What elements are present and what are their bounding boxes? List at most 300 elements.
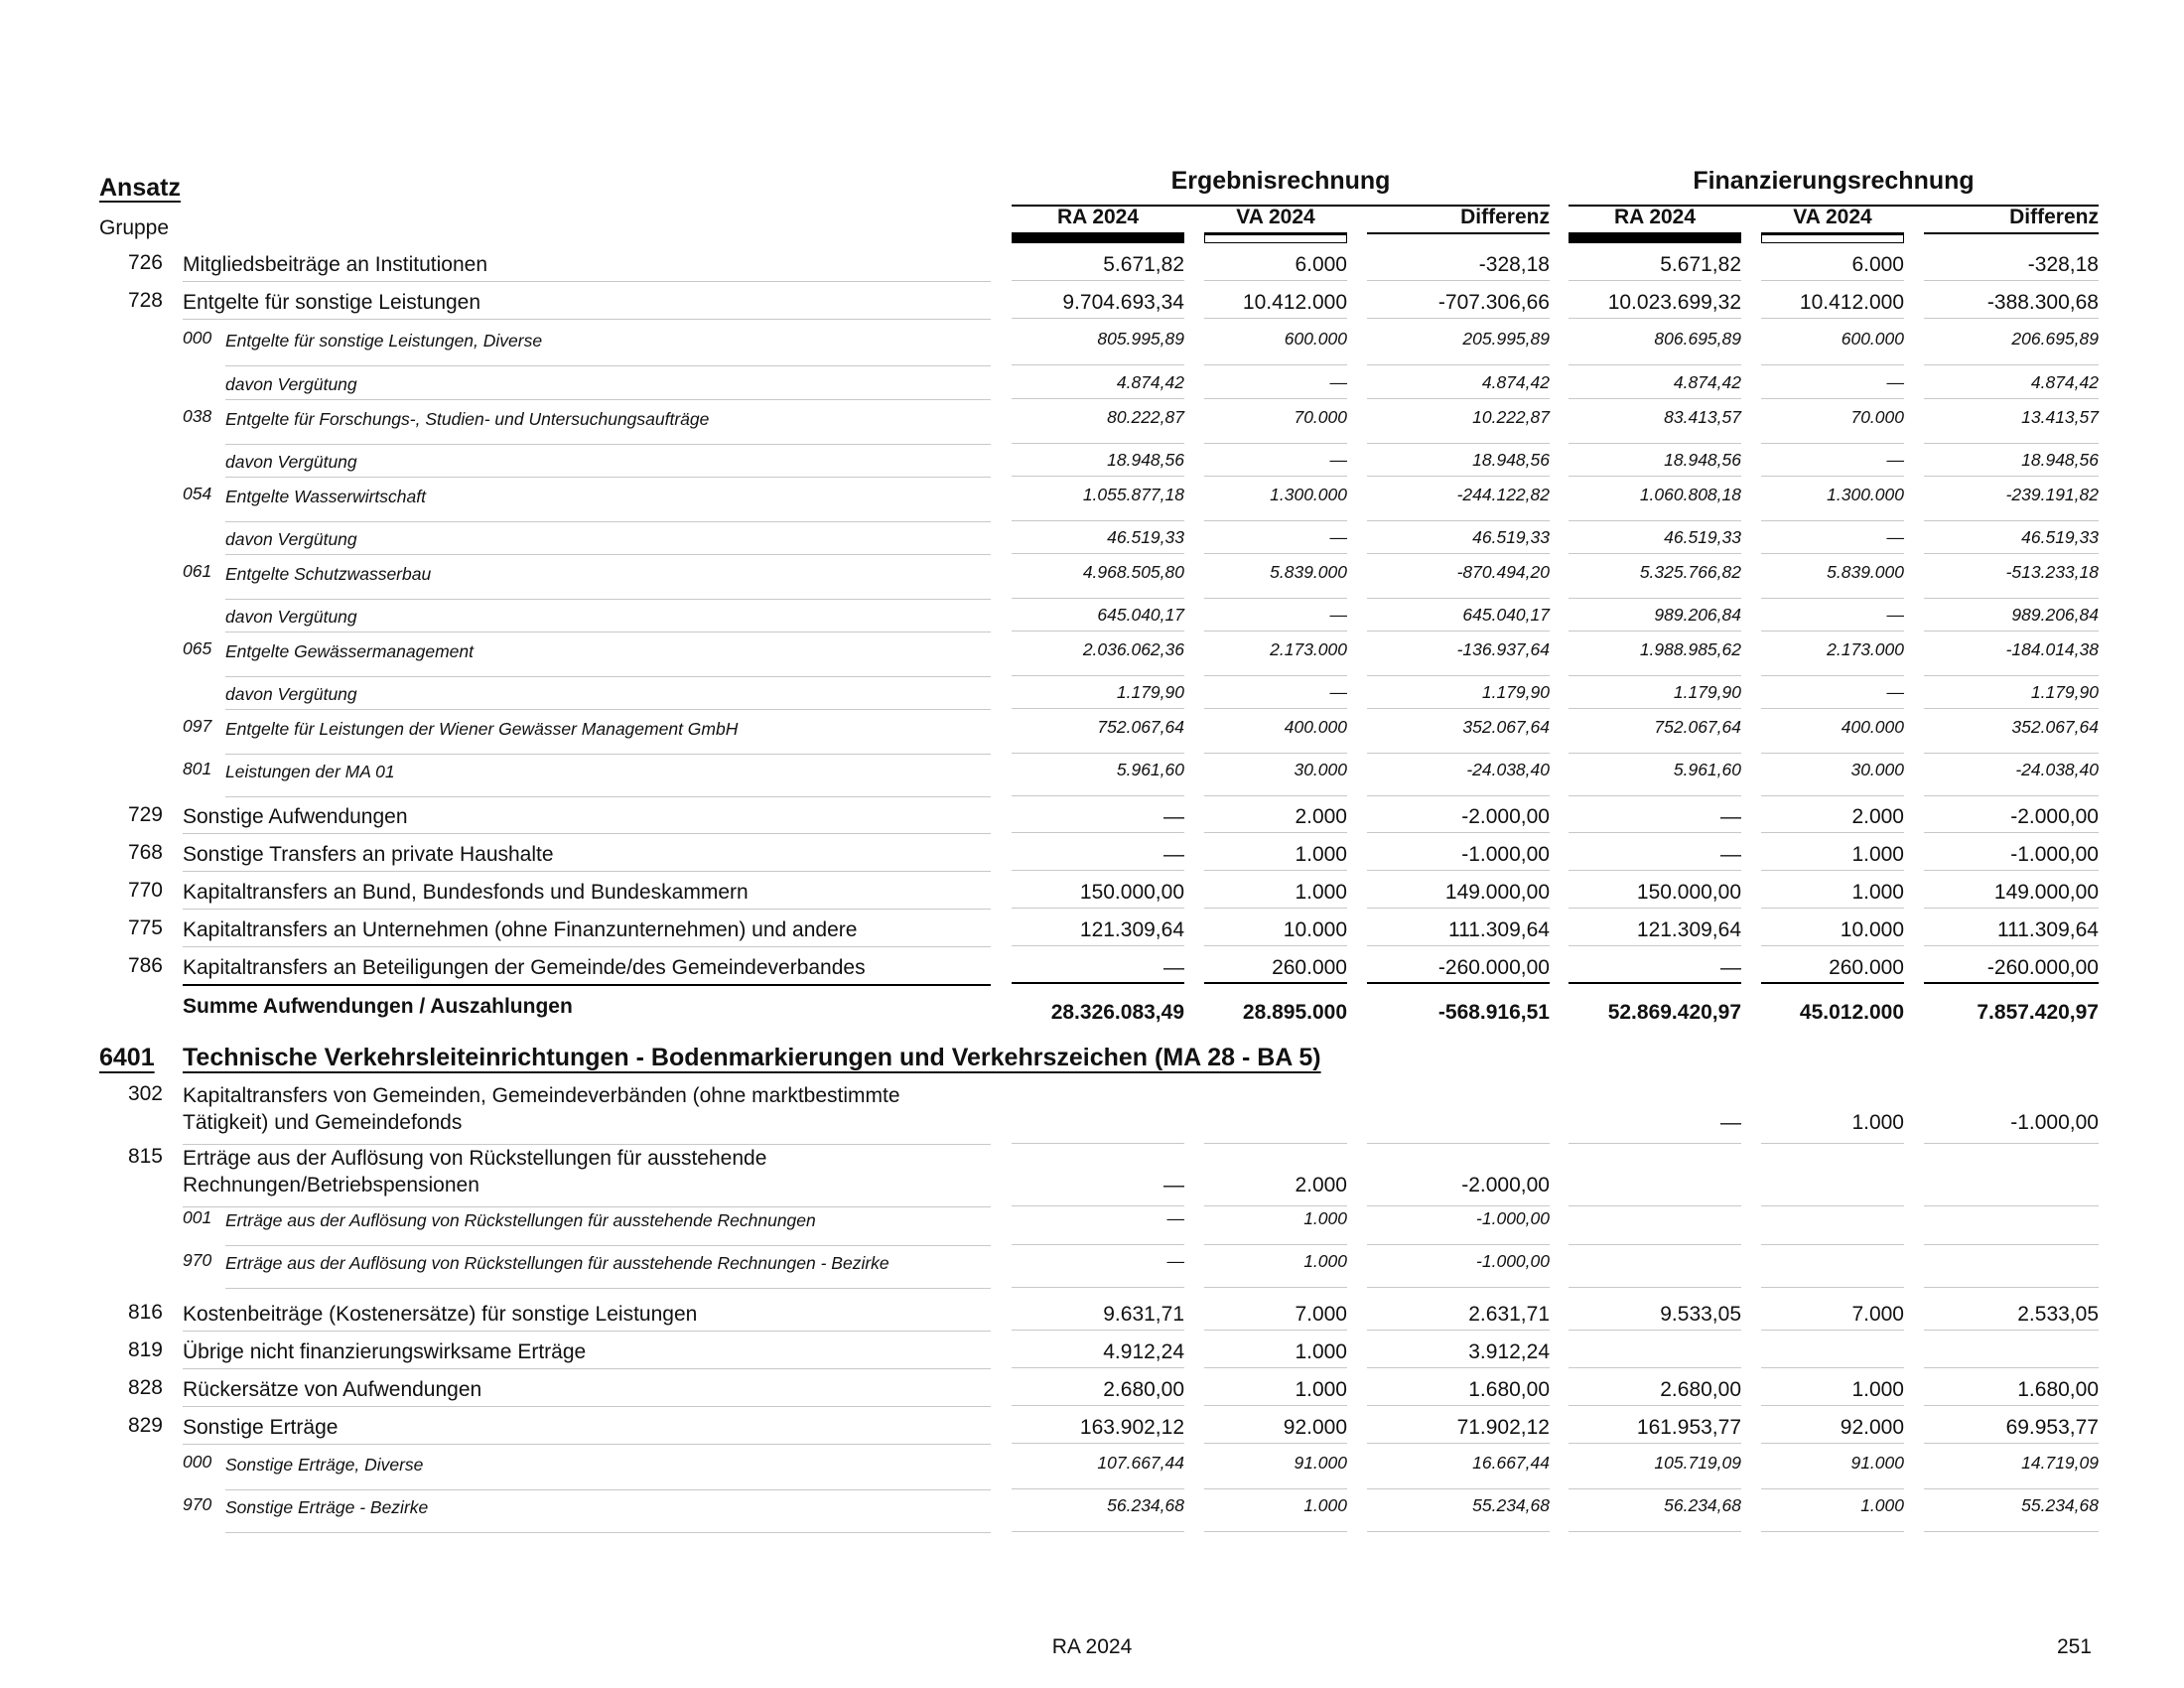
cell-va-finanz: 2.173.000 bbox=[1761, 638, 1904, 676]
header-gruppe: Gruppe bbox=[99, 216, 170, 239]
row-label-line: Kapitaltransfers an Unternehmen (ohne Finanzunternehmen) und andere bbox=[183, 918, 858, 941]
cell-diff-ergebnis: -2.000,00 bbox=[1367, 1172, 1550, 1206]
row-label bbox=[183, 993, 573, 1020]
cell-diff-finanz: 352.067,64 bbox=[1924, 716, 2099, 754]
cell-ra-ergebnis: 80.222,87 bbox=[1012, 406, 1184, 444]
cell-va-finanz bbox=[1761, 1250, 1904, 1288]
row-code: 065 bbox=[183, 638, 212, 658]
row-label bbox=[225, 526, 357, 553]
cell-va-ergebnis: 1.000 bbox=[1204, 1494, 1347, 1532]
cell-va-ergebnis: 1.300.000 bbox=[1204, 484, 1347, 521]
row-label-line: Entgelte für Leistungen der Wiener Gewässer Management GmbH bbox=[225, 719, 739, 739]
row-divider bbox=[183, 281, 991, 282]
row-divider bbox=[183, 1368, 991, 1369]
row-code: 000 bbox=[183, 328, 212, 348]
cell-ra-finanz: 83.413,57 bbox=[1569, 406, 1741, 444]
cell-diff-finanz: 13.413,57 bbox=[1924, 406, 2099, 444]
cell-va-finanz: 70.000 bbox=[1761, 406, 1904, 444]
cell-ra-finanz: 18.948,56 bbox=[1569, 449, 1741, 477]
row-label-line: Kapitaltransfers von Gemeinden, Gemeindeverbänden (ohne marktbestimmte bbox=[183, 1084, 900, 1107]
cell-ra-ergebnis: 163.902,12 bbox=[1012, 1414, 1184, 1444]
row-label bbox=[225, 561, 431, 588]
col-header-va-finanz: VA 2024 bbox=[1761, 206, 1904, 234]
cell-diff-finanz: -24.038,40 bbox=[1924, 759, 2099, 796]
cell-ra-ergebnis: 5.961,60 bbox=[1012, 759, 1184, 796]
header-finanzierungsrechnung: Finanzierungsrechnung bbox=[1569, 167, 2099, 207]
row-label bbox=[183, 251, 487, 278]
cell-diff-finanz: 55.234,68 bbox=[1924, 1494, 2099, 1532]
cell-ra-finanz: 989.206,84 bbox=[1569, 604, 1741, 632]
cell-ra-finanz: — bbox=[1569, 803, 1741, 833]
cell-va-finanz bbox=[1761, 1338, 1904, 1368]
cell-ra-ergebnis: 1.055.877,18 bbox=[1012, 484, 1184, 521]
row-label bbox=[225, 759, 395, 785]
row-label-line: davon Vergütung bbox=[225, 684, 357, 704]
cell-diff-finanz bbox=[1924, 1338, 2099, 1368]
cell-ra-ergebnis: 150.000,00 bbox=[1012, 879, 1184, 909]
row-divider bbox=[225, 1288, 991, 1289]
cell-va-finanz: 400.000 bbox=[1761, 716, 1904, 754]
cell-ra-finanz: 4.874,42 bbox=[1569, 371, 1741, 399]
cell-diff-finanz: -388.300,68 bbox=[1924, 289, 2099, 319]
cell-diff-finanz: -1.000,00 bbox=[1924, 841, 2099, 871]
cell-va-finanz: 6.000 bbox=[1761, 251, 1904, 281]
cell-ra-ergebnis bbox=[1012, 1109, 1184, 1144]
cell-diff-ergebnis: 149.000,00 bbox=[1367, 879, 1550, 909]
cell-va-finanz: — bbox=[1761, 449, 1904, 477]
cell-ra-finanz bbox=[1569, 1338, 1741, 1368]
row-label bbox=[183, 1414, 338, 1441]
cell-va-finanz: 2.000 bbox=[1761, 803, 1904, 833]
cell-ra-ergebnis: — bbox=[1012, 954, 1184, 984]
cell-ra-finanz: 52.869.420,97 bbox=[1607, 1001, 1741, 1024]
cell-ra-finanz: 121.309,64 bbox=[1569, 916, 1741, 946]
row-divider bbox=[225, 365, 991, 366]
row-label bbox=[183, 1338, 586, 1365]
cell-va-finanz: — bbox=[1761, 371, 1904, 399]
cell-ra-finanz: 46.519,33 bbox=[1569, 526, 1741, 554]
row-label bbox=[183, 954, 866, 981]
row-code: 970 bbox=[183, 1494, 212, 1514]
row-code: 728 bbox=[127, 289, 163, 312]
row-label-line: Erträge aus der Auflösung von Rückstellungen für ausstehende Rechnungen - Bezirke bbox=[225, 1253, 889, 1273]
row-label bbox=[225, 604, 357, 631]
cell-ra-finanz: 752.067,64 bbox=[1569, 716, 1741, 754]
row-divider bbox=[225, 1489, 991, 1490]
cell-va-ergebnis: 10.412.000 bbox=[1204, 289, 1347, 319]
cell-ra-ergebnis: — bbox=[1012, 841, 1184, 871]
row-code: 097 bbox=[183, 716, 212, 736]
cell-va-finanz: 1.000 bbox=[1761, 1376, 1904, 1406]
cell-diff-finanz bbox=[1924, 1172, 2099, 1206]
row-divider bbox=[183, 833, 991, 834]
cell-va-finanz: 45.012.000 bbox=[1799, 1001, 1904, 1024]
row-label-line: Kapitaltransfers an Bund, Bundesfonds und Bundeskammern bbox=[183, 881, 749, 904]
cell-diff-ergebnis: -136.937,64 bbox=[1367, 638, 1550, 676]
cell-va-ergebnis: 5.839.000 bbox=[1204, 561, 1347, 599]
cell-va-finanz: 5.839.000 bbox=[1761, 561, 1904, 599]
row-label-line: Sonstige Transfers an private Haushalte bbox=[183, 843, 554, 866]
row-code: 729 bbox=[127, 803, 163, 826]
row-divider bbox=[225, 554, 991, 555]
cell-va-ergebnis: 1.000 bbox=[1204, 1376, 1347, 1406]
cell-va-finanz: 7.000 bbox=[1761, 1301, 1904, 1331]
row-label-line: davon Vergütung bbox=[225, 452, 357, 472]
va-column-marker bbox=[1761, 234, 1904, 243]
cell-diff-finanz: 1.179,90 bbox=[1924, 681, 2099, 709]
row-divider bbox=[183, 1406, 991, 1407]
cell-ra-finanz: 105.719,09 bbox=[1569, 1452, 1741, 1489]
cell-ra-finanz: 161.953,77 bbox=[1569, 1414, 1741, 1444]
row-label bbox=[225, 406, 709, 433]
section-code: 6401 bbox=[99, 1044, 155, 1071]
cell-va-ergebnis: — bbox=[1204, 604, 1347, 632]
cell-va-finanz: 1.000 bbox=[1761, 841, 1904, 871]
row-label-line: Sonstige Erträge, Diverse bbox=[225, 1455, 424, 1475]
row-label bbox=[225, 1207, 816, 1234]
cell-diff-finanz: -260.000,00 bbox=[1924, 954, 2099, 984]
row-label-line: Entgelte Gewässermanagement bbox=[225, 641, 474, 661]
cell-va-finanz: 1.300.000 bbox=[1761, 484, 1904, 521]
cell-ra-ergebnis: 752.067,64 bbox=[1012, 716, 1184, 754]
cell-va-ergebnis: 2.173.000 bbox=[1204, 638, 1347, 676]
row-label bbox=[225, 484, 426, 510]
cell-diff-ergebnis: 4.874,42 bbox=[1367, 371, 1550, 399]
row-label-line: Erträge aus der Auflösung von Rückstellungen für ausstehende bbox=[183, 1147, 767, 1170]
cell-ra-ergebnis: 9.631,71 bbox=[1012, 1301, 1184, 1331]
cell-diff-finanz: 46.519,33 bbox=[1924, 526, 2099, 554]
cell-va-ergebnis: 1.000 bbox=[1204, 1250, 1347, 1288]
cell-va-ergebnis: 1.000 bbox=[1204, 1338, 1347, 1368]
cell-va-ergebnis: — bbox=[1204, 371, 1347, 399]
cell-diff-ergebnis: -1.000,00 bbox=[1367, 1207, 1550, 1245]
row-label bbox=[225, 716, 738, 743]
ra-column-marker bbox=[1012, 234, 1184, 243]
cell-ra-finanz: 9.533,05 bbox=[1569, 1301, 1741, 1331]
row-code: 001 bbox=[183, 1207, 212, 1227]
page-number: 251 bbox=[2056, 1635, 2092, 1658]
row-label bbox=[225, 638, 474, 665]
cell-ra-finanz: 150.000,00 bbox=[1569, 879, 1741, 909]
row-label bbox=[183, 1082, 900, 1136]
row-label bbox=[225, 371, 357, 398]
cell-va-ergebnis: 1.000 bbox=[1204, 1207, 1347, 1245]
cell-va-ergebnis: 400.000 bbox=[1204, 716, 1347, 754]
cell-va-ergebnis bbox=[1204, 1109, 1347, 1144]
cell-diff-ergebnis: -870.494,20 bbox=[1367, 561, 1550, 599]
col-header-va-ergebnis: VA 2024 bbox=[1204, 206, 1347, 234]
row-divider bbox=[225, 599, 991, 600]
cell-ra-ergebnis: 4.968.505,80 bbox=[1012, 561, 1184, 599]
row-divider bbox=[183, 319, 991, 320]
cell-va-ergebnis: 91.000 bbox=[1204, 1452, 1347, 1489]
cell-va-ergebnis: 1.000 bbox=[1204, 879, 1347, 909]
row-divider bbox=[225, 754, 991, 755]
row-label bbox=[183, 803, 408, 830]
cell-diff-ergebnis: -707.306,66 bbox=[1367, 289, 1550, 319]
row-divider bbox=[225, 1245, 991, 1246]
row-code: 775 bbox=[127, 916, 163, 939]
cell-diff-ergebnis: 55.234,68 bbox=[1367, 1494, 1550, 1532]
cell-va-finanz: — bbox=[1761, 681, 1904, 709]
cell-ra-finanz bbox=[1569, 1172, 1741, 1206]
cell-ra-finanz: — bbox=[1569, 954, 1741, 984]
cell-ra-finanz: 1.179,90 bbox=[1569, 681, 1741, 709]
row-divider bbox=[183, 946, 991, 947]
cell-diff-finanz: 18.948,56 bbox=[1924, 449, 2099, 477]
cell-diff-ergebnis bbox=[1367, 1109, 1550, 1144]
cell-diff-finanz: 4.874,42 bbox=[1924, 371, 2099, 399]
cell-va-ergebnis: — bbox=[1204, 526, 1347, 554]
cell-va-finanz: 260.000 bbox=[1761, 954, 1904, 984]
cell-va-ergebnis: 600.000 bbox=[1204, 328, 1347, 365]
cell-diff-ergebnis: 10.222,87 bbox=[1367, 406, 1550, 444]
cell-ra-ergebnis: 46.519,33 bbox=[1012, 526, 1184, 554]
row-label bbox=[225, 1250, 889, 1277]
row-label bbox=[183, 1301, 697, 1328]
row-label-line: Entgelte Schutzwasserbau bbox=[225, 564, 432, 584]
row-divider bbox=[225, 1532, 991, 1533]
cell-diff-ergebnis: 1.680,00 bbox=[1367, 1376, 1550, 1406]
cell-va-ergebnis: 6.000 bbox=[1204, 251, 1347, 281]
cell-va-finanz: 10.412.000 bbox=[1761, 289, 1904, 319]
cell-ra-finanz: 2.680,00 bbox=[1569, 1376, 1741, 1406]
cell-ra-ergebnis: 28.326.083,49 bbox=[1050, 1001, 1184, 1024]
row-label-line: Summe Aufwendungen / Auszahlungen bbox=[183, 995, 573, 1018]
row-divider bbox=[183, 984, 991, 986]
cell-diff-finanz: 7.857.420,97 bbox=[1977, 1001, 2099, 1024]
row-code: 054 bbox=[183, 484, 212, 503]
cell-diff-ergebnis: 352.067,64 bbox=[1367, 716, 1550, 754]
cell-va-ergebnis: 30.000 bbox=[1204, 759, 1347, 796]
cell-diff-ergebnis: 205.995,89 bbox=[1367, 328, 1550, 365]
va-column-marker bbox=[1204, 234, 1347, 243]
cell-diff-ergebnis: -244.122,82 bbox=[1367, 484, 1550, 521]
cell-ra-ergebnis: 4.912,24 bbox=[1012, 1338, 1184, 1368]
cell-diff-ergebnis: 3.912,24 bbox=[1367, 1338, 1550, 1368]
row-label bbox=[225, 328, 542, 354]
cell-va-ergebnis: — bbox=[1204, 681, 1347, 709]
row-code: 801 bbox=[183, 759, 212, 778]
cell-diff-finanz: -239.191,82 bbox=[1924, 484, 2099, 521]
cell-diff-ergebnis: -2.000,00 bbox=[1367, 803, 1550, 833]
header-ergebnisrechnung: Ergebnisrechnung bbox=[1012, 167, 1550, 207]
row-label-line: Mitgliedsbeiträge an Institutionen bbox=[183, 253, 488, 276]
cell-diff-finanz: 2.533,05 bbox=[1924, 1301, 2099, 1331]
cell-diff-ergebnis: -260.000,00 bbox=[1367, 954, 1550, 984]
cell-diff-finanz bbox=[1924, 1250, 2099, 1288]
row-label-line: Tätigkeit) und Gemeindefonds bbox=[183, 1111, 463, 1134]
cell-diff-finanz bbox=[1924, 1207, 2099, 1245]
cell-va-finanz: 1.000 bbox=[1761, 1494, 1904, 1532]
cell-ra-ergebnis: 2.680,00 bbox=[1012, 1376, 1184, 1406]
cell-diff-finanz: -2.000,00 bbox=[1924, 803, 2099, 833]
cell-va-ergebnis: 70.000 bbox=[1204, 406, 1347, 444]
cell-ra-ergebnis: 4.874,42 bbox=[1012, 371, 1184, 399]
cell-va-ergebnis: — bbox=[1204, 449, 1347, 477]
row-label-line: Sonstige Erträge bbox=[183, 1416, 339, 1439]
cell-ra-ergebnis: 2.036.062,36 bbox=[1012, 638, 1184, 676]
row-label bbox=[183, 289, 480, 316]
cell-ra-finanz: 1.060.808,18 bbox=[1569, 484, 1741, 521]
cell-va-finanz: 91.000 bbox=[1761, 1452, 1904, 1489]
cell-diff-ergebnis: 111.309,64 bbox=[1367, 916, 1550, 946]
cell-ra-ergebnis: — bbox=[1012, 1172, 1184, 1206]
cell-ra-finanz: 10.023.699,32 bbox=[1569, 289, 1741, 319]
cell-ra-ergebnis: 1.179,90 bbox=[1012, 681, 1184, 709]
col-header-diff-finanz: Differenz bbox=[1924, 206, 2099, 234]
row-label bbox=[183, 1376, 481, 1403]
cell-ra-finanz: — bbox=[1569, 1109, 1741, 1144]
cell-diff-ergebnis: -328,18 bbox=[1367, 251, 1550, 281]
cell-ra-finanz bbox=[1569, 1250, 1741, 1288]
row-code: 829 bbox=[127, 1414, 163, 1437]
section-title: Technische Verkehrsleiteinrichtungen - Bodenmarkierungen und Verkehrszeichen (MA 28 - BA 5) bbox=[183, 1044, 1321, 1071]
row-code: 302 bbox=[127, 1082, 163, 1105]
cell-ra-ergebnis: — bbox=[1012, 1250, 1184, 1288]
cell-diff-ergebnis: 645.040,17 bbox=[1367, 604, 1550, 632]
row-code: 819 bbox=[127, 1338, 163, 1361]
row-label-line: Rechnungen/Betriebspensionen bbox=[183, 1174, 479, 1196]
cell-va-ergebnis: 2.000 bbox=[1204, 803, 1347, 833]
cell-va-finanz: 10.000 bbox=[1761, 916, 1904, 946]
cell-diff-ergebnis: 18.948,56 bbox=[1367, 449, 1550, 477]
row-label bbox=[225, 449, 357, 476]
cell-diff-finanz: 989.206,84 bbox=[1924, 604, 2099, 632]
cell-va-finanz: 600.000 bbox=[1761, 328, 1904, 365]
cell-diff-ergebnis: -1.000,00 bbox=[1367, 1250, 1550, 1288]
cell-ra-ergebnis: 805.995,89 bbox=[1012, 328, 1184, 365]
cell-diff-ergebnis: -24.038,40 bbox=[1367, 759, 1550, 796]
cell-diff-ergebnis: -1.000,00 bbox=[1367, 841, 1550, 871]
row-label-line: Sonstige Aufwendungen bbox=[183, 805, 408, 828]
row-divider bbox=[225, 709, 991, 710]
row-divider bbox=[183, 909, 991, 910]
cell-ra-ergebnis: 121.309,64 bbox=[1012, 916, 1184, 946]
col-header-ra-ergebnis: RA 2024 bbox=[1012, 206, 1184, 234]
row-label-line: Kapitaltransfers an Beteiligungen der Gemeinde/des Gemeindeverbandes bbox=[183, 956, 866, 979]
cell-ra-ergebnis: — bbox=[1012, 803, 1184, 833]
cell-va-finanz: — bbox=[1761, 604, 1904, 632]
cell-diff-finanz: -184.014,38 bbox=[1924, 638, 2099, 676]
row-label-line: Entgelte Wasserwirtschaft bbox=[225, 487, 426, 506]
row-code: 970 bbox=[183, 1250, 212, 1270]
row-label-line: Erträge aus der Auflösung von Rückstellungen für ausstehende Rechnungen bbox=[225, 1210, 816, 1230]
row-label-line: Entgelte für sonstige Leistungen, Diverse bbox=[225, 331, 543, 351]
cell-diff-finanz: 69.953,77 bbox=[1924, 1414, 2099, 1444]
cell-diff-finanz: 1.680,00 bbox=[1924, 1376, 2099, 1406]
cell-diff-finanz: -1.000,00 bbox=[1924, 1109, 2099, 1144]
col-header-ra-finanz: RA 2024 bbox=[1569, 206, 1741, 234]
cell-ra-finanz: 5.961,60 bbox=[1569, 759, 1741, 796]
cell-diff-ergebnis: -568.916,51 bbox=[1437, 1001, 1550, 1024]
row-label bbox=[183, 841, 554, 868]
cell-va-ergebnis: 92.000 bbox=[1204, 1414, 1347, 1444]
row-code: 768 bbox=[127, 841, 163, 864]
row-divider bbox=[225, 632, 991, 633]
cell-va-finanz bbox=[1761, 1172, 1904, 1206]
cell-va-finanz: 1.000 bbox=[1761, 1109, 1904, 1144]
row-divider bbox=[183, 1444, 991, 1445]
row-label-line: Sonstige Erträge - Bezirke bbox=[225, 1497, 429, 1517]
cell-diff-finanz: 149.000,00 bbox=[1924, 879, 2099, 909]
cell-diff-ergebnis: 71.902,12 bbox=[1367, 1414, 1550, 1444]
cell-ra-ergebnis: 9.704.693,34 bbox=[1012, 289, 1184, 319]
cell-diff-finanz: 14.719,09 bbox=[1924, 1452, 2099, 1489]
cell-ra-finanz bbox=[1569, 1207, 1741, 1245]
row-code: 038 bbox=[183, 406, 212, 426]
cell-ra-finanz: 806.695,89 bbox=[1569, 328, 1741, 365]
row-label bbox=[183, 1145, 766, 1198]
row-divider bbox=[225, 399, 991, 400]
row-label bbox=[225, 1452, 423, 1478]
row-code: 061 bbox=[183, 561, 212, 581]
row-divider bbox=[183, 1331, 991, 1332]
row-label bbox=[225, 681, 357, 708]
cell-va-finanz: 92.000 bbox=[1761, 1414, 1904, 1444]
cell-ra-ergebnis: 645.040,17 bbox=[1012, 604, 1184, 632]
cell-va-finanz bbox=[1761, 1207, 1904, 1245]
cell-diff-finanz: -328,18 bbox=[1924, 251, 2099, 281]
col-header-diff-ergebnis: Differenz bbox=[1367, 206, 1550, 234]
cell-diff-finanz: 206.695,89 bbox=[1924, 328, 2099, 365]
cell-va-finanz: — bbox=[1761, 526, 1904, 554]
row-code: 770 bbox=[127, 879, 163, 902]
cell-diff-ergebnis: 1.179,90 bbox=[1367, 681, 1550, 709]
row-label-line: Entgelte für sonstige Leistungen bbox=[183, 291, 481, 314]
cell-ra-finanz: 56.234,68 bbox=[1569, 1494, 1741, 1532]
row-label bbox=[183, 916, 857, 943]
row-divider bbox=[225, 444, 991, 445]
footer-report-label: RA 2024 bbox=[1051, 1635, 1133, 1658]
cell-va-ergebnis: 28.895.000 bbox=[1242, 1001, 1347, 1024]
row-label-line: davon Vergütung bbox=[225, 374, 357, 394]
cell-ra-finanz: 5.325.766,82 bbox=[1569, 561, 1741, 599]
row-divider bbox=[225, 796, 991, 797]
cell-diff-ergebnis: 16.667,44 bbox=[1367, 1452, 1550, 1489]
cell-ra-finanz: 5.671,82 bbox=[1569, 251, 1741, 281]
row-label-line: Kostenbeiträge (Kostenersätze) für sonstige Leistungen bbox=[183, 1303, 698, 1326]
row-code: 816 bbox=[127, 1301, 163, 1324]
row-label bbox=[225, 1494, 428, 1521]
cell-ra-finanz: — bbox=[1569, 841, 1741, 871]
row-label-line: davon Vergütung bbox=[225, 529, 357, 549]
cell-ra-ergebnis: 56.234,68 bbox=[1012, 1494, 1184, 1532]
row-code: 815 bbox=[127, 1145, 163, 1168]
cell-va-ergebnis: 7.000 bbox=[1204, 1301, 1347, 1331]
row-label-line: Entgelte für Forschungs-, Studien- und Untersuchungsaufträge bbox=[225, 409, 710, 429]
cell-ra-finanz: 1.988.985,62 bbox=[1569, 638, 1741, 676]
cell-diff-finanz: 111.309,64 bbox=[1924, 916, 2099, 946]
row-label-line: Leistungen der MA 01 bbox=[225, 762, 395, 781]
cell-ra-ergebnis: — bbox=[1012, 1207, 1184, 1245]
cell-va-ergebnis: 1.000 bbox=[1204, 841, 1347, 871]
cell-va-finanz: 1.000 bbox=[1761, 879, 1904, 909]
header-ansatz: Ansatz bbox=[99, 174, 181, 202]
row-label-line: davon Vergütung bbox=[225, 607, 357, 627]
row-code: 828 bbox=[127, 1376, 163, 1399]
row-divider bbox=[183, 871, 991, 872]
cell-va-ergebnis: 10.000 bbox=[1204, 916, 1347, 946]
row-label bbox=[183, 879, 749, 906]
ra-column-marker bbox=[1569, 234, 1741, 243]
row-code: 786 bbox=[127, 954, 163, 977]
cell-diff-ergebnis: 2.631,71 bbox=[1367, 1301, 1550, 1331]
row-code: 726 bbox=[127, 251, 163, 274]
cell-ra-ergebnis: 18.948,56 bbox=[1012, 449, 1184, 477]
cell-ra-ergebnis: 107.667,44 bbox=[1012, 1452, 1184, 1489]
row-code: 000 bbox=[183, 1452, 212, 1472]
